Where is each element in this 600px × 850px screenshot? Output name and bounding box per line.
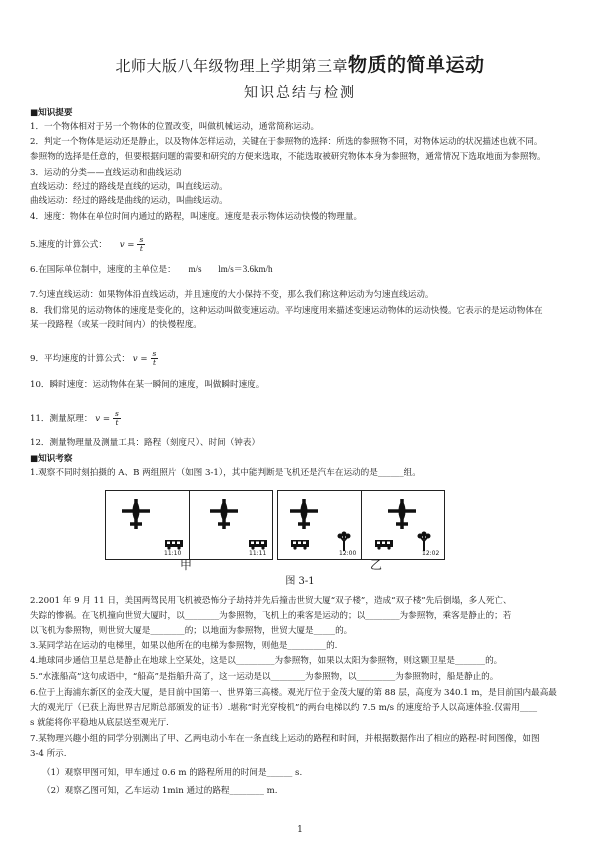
- airplane-icon: [382, 497, 422, 531]
- question-2-line: 2.2001 年 9 月 11 日，美国两驾民用飞机被恐怖分子劫持并先后撞击世贸大厦“双子楼”，造成“双子楼”先后倒塌，多人死亡、: [30, 596, 512, 606]
- airplane-icon: [204, 497, 244, 531]
- fraction-numerator: s: [152, 349, 157, 358]
- airplane-icon: [116, 497, 156, 531]
- measure-fraction: [113, 410, 121, 427]
- bus-icon: [290, 539, 310, 550]
- figure-panel-a: [105, 490, 273, 560]
- photo-time: 11:11: [249, 550, 267, 557]
- text-line: 10．瞬时速度：运动物体在某一瞬间的速度，叫做瞬时速度。: [30, 380, 265, 390]
- section-heading-exam: ■知识考察: [30, 454, 73, 464]
- bus-icon: [374, 539, 394, 550]
- question-6-line: 大的观光厅（已获上海世界吉尼斯总部颁发的证书）.堪称“时光穿梭机”的两台电梯以约 7.5 m/s 的速度给予人以高速体验.仅需用____: [30, 703, 538, 713]
- avg-formula-line: [30, 350, 161, 367]
- photo-time: 12:00: [339, 550, 357, 557]
- text-line: 3．运动的分类——直线运动和曲线运动: [30, 168, 182, 178]
- figure-caption: 图 3-1: [285, 576, 315, 587]
- speed-formula-lhs: v =: [119, 240, 135, 250]
- text-line: 直线运动：经过的路线是直线的运动，叫直线运动。: [30, 182, 228, 192]
- question-2-line: 以飞机为参照物，则世贸大厦是________的；以地面为参照物，世贸大厦是_____的。: [30, 626, 353, 636]
- fraction-denominator: t: [115, 418, 119, 427]
- question-3: 3.某同学站在运动的电梯里，如果以他所在的电梯为参照物，则他是_________的.: [30, 641, 338, 651]
- photo-time: 11:10: [164, 550, 182, 557]
- si-unit-conversion: lm/s＝3.6km/h: [218, 264, 273, 274]
- figure-label-a: 甲: [180, 558, 193, 572]
- text-line: 4．速度：物体在单位时间内通过的路程，叫速度。速度是表示物体运动快慢的物理量。: [30, 212, 363, 222]
- tree-icon: [336, 531, 352, 551]
- fraction-numerator: s: [115, 409, 119, 418]
- text-line: 曲线运动：经过的路线是曲线的运动，叫曲线运动。: [30, 196, 228, 206]
- bus-icon: [164, 539, 184, 550]
- figure-3-1: [105, 490, 445, 560]
- speed-formula-label: 5.速度的计算公式：: [30, 240, 107, 250]
- si-unit-value: m/s: [188, 264, 202, 274]
- measure-line: [30, 410, 124, 427]
- measure-lhs: v =: [95, 414, 111, 424]
- figure-label-b: 乙: [370, 558, 383, 572]
- text-line: 2．判定一个物体是运动还是静止，以及物体怎样运动，关键在于参照物的选择：所选的参照物不同，对物体运动的状况描述也就不同。: [30, 137, 543, 147]
- page-number: 1: [297, 825, 303, 835]
- figure-panel-b: [277, 490, 445, 560]
- fraction-numerator: s: [139, 235, 144, 244]
- tree-icon: [416, 531, 432, 551]
- question-7-line: 3-4 所示.: [30, 749, 67, 759]
- document-subtitle: 知识总结与检测: [244, 85, 356, 101]
- text-line: 参照物的选择是任意的，但要根据问题的需要和研究的方便来选取，不能选取被研究物体本身为参照物，通常情况下选取地面为参照物。: [30, 152, 546, 162]
- speed-formula-fraction: [137, 236, 145, 253]
- question-7-sub-2: （2）观察乙图可知，乙车运动 1min 通过的路程________ m.: [42, 786, 278, 796]
- photo-time: 12:02: [422, 550, 440, 557]
- si-unit-line: [30, 264, 272, 276]
- document-title: [0, 50, 600, 77]
- question-7-sub-1: （1）观察甲图可知，甲车通过 0.6 m 的路程所用的时间是______ s.: [42, 768, 303, 778]
- si-unit-label: 6.在国际单位制中，速度的主单位是：: [30, 265, 176, 275]
- fraction-denominator: t: [139, 244, 143, 253]
- airplane-icon: [284, 497, 324, 531]
- text-line: 8．我们常见的运动物体的速度是变化的，这种运动叫做变速运动。平均速度用来描述变速运动物体的运动快慢。它表示的是运动物体在: [30, 306, 543, 316]
- text-line: 某一段路程（或某一段时间内）的快慢程度。: [30, 320, 202, 330]
- question-4: 4.地球同步通信卫星总是静止在地球上空某处，这是以_________为参照物，如果以太阳为参照物，则这颗卫星是_______的。: [30, 656, 503, 666]
- question-7-line: 7.某物理兴趣小组的同学分别测出了甲、乙两电动小车在一条直线上运动的路程和时间，并根据数据作出了相应的路程-时间图像，如图: [30, 734, 540, 744]
- text-line: 1．一个物体相对于另一个物体的位置改变，叫做机械运动，通常简称运动。: [30, 122, 320, 132]
- title-prefix: 北师大版八年级物理上学期第三章: [115, 57, 348, 75]
- section-heading-knowledge: ■知识提要: [30, 108, 73, 118]
- text-line: 7.匀速直线运动：如果物体沿直线运动，并且速度的大小保持不变，那么我们称这种运动为匀速直线运动。: [30, 290, 434, 300]
- speed-formula-line: [30, 236, 148, 253]
- question-5: 5.“水涨船高”这句成语中，“船高”是指船升高了，这一运动是以________为参照物，以_________为参照物时，船是静止的。: [30, 672, 499, 682]
- avg-formula-lhs: v =: [132, 354, 148, 364]
- question-6-line: 6.位于上海浦东新区的金茂大厦，是目前中国第一、世界第三高楼。观光厅位于金茂大厦的第 88 层，高度为 340.1 m，是目前国内最高最: [30, 688, 557, 698]
- question-2-line: 失踪的惨祸。在飞机撞向世贸大厦时，以________为参照物，飞机上的乘客是运动的；以________为参照物，乘客是静止的；若: [30, 611, 512, 621]
- text-line: 12．测量物理量及测量工具：路程（刻度尺）、时间（钟表）: [30, 438, 261, 448]
- question-6-line: s 就能将你平稳地从底层送至观光厅.: [30, 718, 169, 728]
- question-1: 1.观察不同时刻拍摄的 A、B 两组照片（如图 3-1），其中能判断是飞机还是汽车在运动的是______组。: [30, 468, 421, 478]
- measure-label: 11．测量原理：: [30, 414, 93, 424]
- fraction-denominator: t: [152, 358, 156, 367]
- avg-formula-fraction: [151, 350, 159, 367]
- avg-formula-label: 9．平均速度的计算公式：: [30, 354, 130, 364]
- title-main: 物质的简单运动: [348, 54, 485, 76]
- bus-icon: [248, 539, 268, 550]
